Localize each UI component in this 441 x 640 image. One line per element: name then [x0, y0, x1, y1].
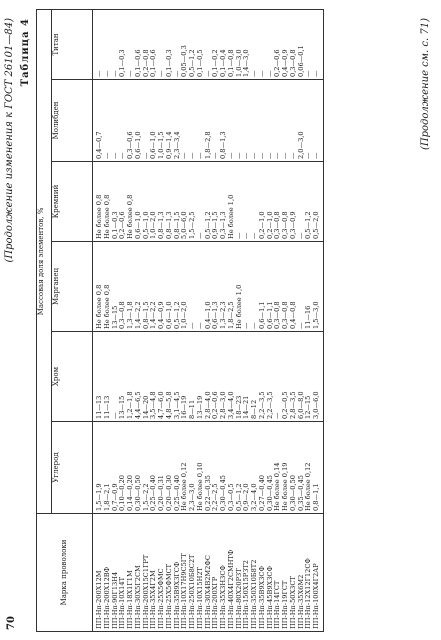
brand-cell: ПП-Нп-200Х15С1ГРТ [143, 514, 151, 632]
continuation-header: (Продолжение изменения к ГОСТ 26101—84) [4, 18, 15, 263]
molybdenum-cell: 1,8—2,8 [205, 80, 213, 162]
titanium-cell: 0,2—0,8 [143, 9, 151, 79]
titanium-cell: — [174, 9, 182, 79]
silicon-cell: 0,8—1,5 [174, 162, 182, 242]
manganese-cell: — [251, 242, 259, 332]
manganese-cell: Не более 1,0 [236, 242, 244, 332]
molybdenum-cell: — [313, 80, 323, 162]
manganese-cell: — [189, 242, 197, 332]
molybdenum-cell: 0,9—1,4 [166, 80, 174, 162]
molybdenum-cell: 1,0—1,5 [158, 80, 166, 162]
manganese-cell: 11—16 [305, 242, 313, 332]
manganese-cell: 1,8—2,5 [228, 242, 236, 332]
manganese-cell: — [298, 242, 306, 332]
chromium-cell: 18—23 [236, 332, 244, 422]
titanium-cell: — [313, 9, 323, 79]
chromium-cell: 2,8—3,5 [290, 332, 298, 422]
carbon-cell: 0,35—0,45 [298, 422, 306, 514]
brand-cell: ПП-Нп-35В9Х3ГСФ [174, 514, 182, 632]
titanium-cell: 0,5—1,2 [189, 9, 197, 79]
chromium-cell: 11—13 [104, 332, 112, 422]
brand-cell: ПП-Нп-200Х12М [93, 514, 104, 632]
chromium-cell: 13—19 [197, 332, 205, 422]
table-row [290, 9, 298, 631]
table-row [236, 9, 244, 631]
chromium-cell: 14—20 [143, 332, 151, 422]
titanium-cell: 0,1—0,3 [166, 9, 174, 79]
silicon-cell: — [243, 162, 251, 242]
molybdenum-cell: 0,4—0,7 [93, 80, 104, 162]
carbon-cell: 0,30—0,45 [267, 422, 275, 514]
brand-cell: ПП-Нп-50Х3СТ [290, 514, 298, 632]
silicon-cell: 0,2—1,0 [259, 162, 267, 242]
brand-cell: ПП-Нп-35Х3Н3СФ [220, 514, 228, 632]
chromium-cell: 6,0—8,0 [298, 332, 306, 422]
titanium-cell: — [93, 9, 104, 79]
carbon-cell: 2,3—3,0 [189, 422, 197, 514]
silicon-cell: Не более 0,8 [93, 162, 104, 242]
carbon-cell: 0,25—0,40 [150, 422, 158, 514]
titanium-cell: — [104, 9, 112, 79]
chromium-cell: 0,2—0,6 [212, 332, 220, 422]
molybdenum-cell: — [112, 80, 120, 162]
silicon-cell: 0,6—1,0 [135, 162, 143, 242]
brand-cell: ПП-Нп-14ГСТ [274, 514, 282, 632]
molybdenum-cell: 0,8—1,3 [220, 80, 228, 162]
titanium-cell: 0,1—0,4 [220, 9, 228, 79]
brand-cell: ПП-Нп-30Х4В2М2ФС [205, 514, 213, 632]
chromium-cell: 3,0—6,0 [313, 332, 323, 422]
carbon-cell: 0,10—0,20 [119, 422, 127, 514]
manganese-cell: — [243, 242, 251, 332]
carbon-cell: 1,8—2,1 [104, 422, 112, 514]
silicon-cell: — [236, 162, 244, 242]
manganese-cell: 0,6—1,1 [267, 242, 275, 332]
brand-cell: ПП-Нп-25Х5ФМС [158, 514, 166, 632]
titanium-cell: 0,06—0,1 [298, 9, 306, 79]
titanium-cell: 0,1—0,3 [119, 9, 127, 79]
table-row [181, 9, 189, 631]
table-row [313, 9, 323, 631]
brand-cell: ПП-Нп-35В9Х3СФ [259, 514, 267, 632]
manganese-cell: 0,4—1,0 [205, 242, 213, 332]
brand-cell: ПП-Нп-90Г13Н4 [112, 514, 120, 632]
molybdenum-cell: — [282, 80, 290, 162]
silicon-cell: 0,8—1,3 [158, 162, 166, 242]
molybdenum-cell: 0,6—1,0 [150, 80, 158, 162]
carbon-cell: Не более 0,19 [282, 422, 290, 514]
molybdenum-cell: — [305, 80, 313, 162]
silicon-cell: Не более 0,8 [104, 162, 112, 242]
carbon-cell: 3,2—4,0 [251, 422, 259, 514]
carbon-cell: Не более 0,10 [197, 422, 205, 514]
manganese-cell: 0,4—0,9 [158, 242, 166, 332]
silicon-cell: 0,3—1,3 [220, 162, 228, 242]
chromium-cell: — [112, 332, 120, 422]
silicon-cell: 0,8—1,3 [166, 162, 174, 242]
molybdenum-column-header: Молибден [52, 80, 93, 162]
manganese-cell: Не более 0,8 [93, 242, 104, 332]
titanium-cell: 0,1—0,6 [135, 9, 143, 79]
chromium-cell: 11—13 [93, 332, 104, 422]
manganese-cell: 0,6—1,1 [259, 242, 267, 332]
brand-cell: ПП-Нп-250Х10Б8С2Т [189, 514, 197, 632]
manganese-cell: 13—15 [112, 242, 120, 332]
titanium-cell: — [112, 9, 120, 79]
silicon-cell: 0,5—1,2 [305, 162, 313, 242]
molybdenum-cell: 2,0—3,0 [298, 80, 306, 162]
silicon-cell: 0,2—1,0 [267, 162, 275, 242]
table-row [243, 9, 251, 631]
chromium-cell: 3,1—4,5 [174, 332, 182, 422]
molybdenum-cell: — [104, 80, 112, 162]
page-number: 70 [6, 616, 17, 630]
molybdenum-cell: — [243, 80, 251, 162]
manganese-cell: 1,5—3,0 [313, 242, 323, 332]
chromium-cell: 2,2—3,5 [259, 332, 267, 422]
titanium-cell: — [158, 9, 166, 79]
silicon-cell: 0,3—0,8 [282, 162, 290, 242]
silicon-cell: — [251, 162, 259, 242]
brand-cell: ПП-Нп-12Х12Г12СФ [305, 514, 313, 632]
silicon-cell: 0,5—1,2 [205, 162, 213, 242]
brand-cell: ПП-Нп-18Х1Г1М [127, 514, 135, 632]
molybdenum-cell: — [290, 80, 298, 162]
chromium-cell: 2,2—3,5 [267, 332, 275, 422]
carbon-cell: Не более 0,12 [305, 422, 313, 514]
chromium-cell: 4,8—5,8 [166, 332, 174, 422]
carbon-cell: 0,3—0,5 [228, 422, 236, 514]
brand-cell: ПП-Нп-35Х6М2 [298, 514, 306, 632]
silicon-cell: Не более 1,0 [228, 162, 236, 242]
manganese-cell: — [197, 242, 205, 332]
manganese-cell: 0,6—1,3 [212, 242, 220, 332]
carbon-cell: 0,20—0,30 [166, 422, 174, 514]
brand-cell: ПП-Нп-45В9Х3СФ [267, 514, 275, 632]
carbon-cell: Не более 0,12 [181, 422, 189, 514]
titanium-cell: 0,2—0,6 [274, 9, 282, 79]
brand-cell: ПП-Нп-19ГСТ [282, 514, 290, 632]
silicon-cell: — [197, 162, 205, 242]
molybdenum-cell: — [236, 80, 244, 162]
titanium-cell: 0,1—0,2 [212, 9, 220, 79]
brand-column-header: Марка проволоки [37, 514, 93, 632]
chromium-cell: 0,2—0,5 [282, 332, 290, 422]
silicon-cell: 0,9—1,5 [212, 162, 220, 242]
carbon-cell: 0,27—0,40 [259, 422, 267, 514]
titanium-cell: — [259, 9, 267, 79]
continuation-footer: (Продолжение см. с. 71) [420, 18, 431, 151]
brand-cell: ПП-Нп-100Х4Г2АР [313, 514, 323, 632]
brand-cell: ПП-Нп-35Х4Г2М [150, 514, 158, 632]
carbon-cell: 0,20—0,31 [158, 422, 166, 514]
molybdenum-cell: — [143, 80, 151, 162]
brand-cell: ПП-Нп-200ХГР [212, 514, 220, 632]
silicon-cell: 1,5—2,5 [189, 162, 197, 242]
silicon-cell: 5,0—6,0 [181, 162, 189, 242]
brand-cell: ПП-Нп-25Х5ФМСТ [166, 514, 174, 632]
chromium-cell: 14—21 [243, 332, 251, 422]
molybdenum-cell: 2,3—3,4 [174, 80, 182, 162]
manganese-cell: 0,3—0,8 [282, 242, 290, 332]
chromium-cell: 2,8—4,0 [205, 332, 213, 422]
chromium-cell: 4,4—6,5 [135, 332, 143, 422]
chromium-cell: 8—11 [189, 332, 197, 422]
brand-cell: ПП-Нп-200Х12ВФ [104, 514, 112, 632]
brand-cell: ПП-Нп-350Х10Б8Т2 [251, 514, 259, 632]
chromium-cell: 3,4—4,0 [228, 332, 236, 422]
chromium-cell: 2,8—3,0 [220, 332, 228, 422]
carbon-cell: 1,5—2,2 [143, 422, 151, 514]
chromium-cell: 16—19 [181, 332, 189, 422]
titanium-cell: — [251, 9, 259, 79]
silicon-cell: Не более 0,8 [127, 162, 135, 242]
silicon-cell: 0,3—0,8 [274, 162, 282, 242]
chromium-cell: — [274, 332, 282, 422]
silicon-cell: 0,5—1,0 [143, 162, 151, 242]
molybdenum-cell: — [119, 80, 127, 162]
chromium-cell: 3,5—4,8 [150, 332, 158, 422]
silicon-cell: 1,0—2,0 [150, 162, 158, 242]
brand-cell: ПП-Нп-150Х15Р3Т2 [243, 514, 251, 632]
molybdenum-cell: 0,6—1,0 [135, 80, 143, 162]
molybdenum-cell: — [228, 80, 236, 162]
titanium-cell: 0,1—0,8 [228, 9, 236, 79]
manganese-cell: 1,3—2,3 [220, 242, 228, 332]
table-label: Таблица 4 [20, 18, 31, 87]
silicon-cell: 0,2—0,6 [119, 162, 127, 242]
chromium-cell: 13—15 [119, 332, 127, 422]
carbon-cell: 0,9—2,0 [243, 422, 251, 514]
chromium-cell: 12—15 [305, 332, 313, 422]
carbon-cell: 0,30—0,50 [135, 422, 143, 514]
carbon-cell: 0,5—1,2 [236, 422, 244, 514]
manganese-cell: 0,5—1,2 [174, 242, 182, 332]
carbon-cell: 0,30—0,45 [220, 422, 228, 514]
manganese-cell: 0,6—1,0 [166, 242, 174, 332]
titanium-cell: — [305, 9, 313, 79]
molybdenum-cell: — [181, 80, 189, 162]
carbon-cell: 0,22—0,35 [205, 422, 213, 514]
titanium-cell: — [127, 9, 135, 79]
titanium-cell: 0,4—0,9 [282, 9, 290, 79]
molybdenum-cell: — [197, 80, 205, 162]
brand-cell: ПП-Нп-30Х5Г2СМ [135, 514, 143, 632]
composition-table [36, 9, 324, 632]
brand-cell: ПП-Нп-80Х20Р3Т [236, 514, 244, 632]
molybdenum-cell: — [212, 80, 220, 162]
titanium-cell: 0,1—0,5 [197, 9, 205, 79]
manganese-cell: 1,4—2,2 [150, 242, 158, 332]
silicon-cell: 0,1—0,3 [112, 162, 120, 242]
manganese-cell: 1,3—1,8 [127, 242, 135, 332]
manganese-cell: 0,3—0,8 [274, 242, 282, 332]
manganese-cell: 1,0—2,0 [181, 242, 189, 332]
titanium-cell: 0,3—0,8 [290, 9, 298, 79]
brand-cell: ПП-Нп-40Х4Г2СМНТФ [228, 514, 236, 632]
titanium-cell: 0,05—0,3 [181, 9, 189, 79]
molybdenum-cell: — [251, 80, 259, 162]
brand-cell: ПП-Нп-10Х14Т [119, 514, 127, 632]
carbon-cell: Не более 0,14 [274, 422, 282, 514]
carbon-cell: 2,2—2,5 [212, 422, 220, 514]
titanium-cell: 1,0—3,0 [236, 9, 244, 79]
brand-cell: ПП-Нп-10Х15Н2Т [197, 514, 205, 632]
chromium-cell: 8—12 [251, 332, 259, 422]
molybdenum-cell: 0,3—0,6 [127, 80, 135, 162]
chromium-cell: 4,7—6,0 [158, 332, 166, 422]
molybdenum-cell: — [259, 80, 267, 162]
carbon-cell: 0,25—0,40 [174, 422, 182, 514]
titanium-cell: — [267, 9, 275, 79]
molybdenum-cell: — [267, 80, 275, 162]
carbon-cell: 0,8—1,1 [313, 422, 323, 514]
carbon-cell: 0,30—0,50 [290, 422, 298, 514]
titanium-cell: 0,1—0,6 [150, 9, 158, 79]
table-body [93, 9, 324, 631]
silicon-cell: 0,3—0,9 [290, 162, 298, 242]
molybdenum-cell: — [274, 80, 282, 162]
table-row [189, 9, 197, 631]
carbon-cell: 1,5—1,9 [93, 422, 104, 514]
brand-cell: ПП-Нп-10Х17Н9С5ГТ [181, 514, 189, 632]
manganese-cell: Не более 0,8 [104, 242, 112, 332]
titanium-cell: — [205, 9, 213, 79]
manganese-cell: 1,4—2,2 [135, 242, 143, 332]
silicon-cell: 0,5—2,0 [313, 162, 323, 242]
carbon-cell: 0,7—0,9 [112, 422, 120, 514]
manganese-cell: 0,3—0,8 [119, 242, 127, 332]
manganese-cell: 0,8—1,5 [143, 242, 151, 332]
manganese-cell: 0,4—0,8 [290, 242, 298, 332]
mass-fraction-header: Массовая доля элементов, % [37, 9, 52, 513]
molybdenum-cell: — [189, 80, 197, 162]
manganese-column-header: Марганец [52, 242, 93, 332]
chromium-column-header: Хром [52, 332, 93, 422]
titanium-cell: 1,4—3,0 [243, 9, 251, 79]
chromium-cell: 1,2—1,8 [127, 332, 135, 422]
silicon-cell: — [298, 162, 306, 242]
titanium-column-header: Титан [52, 9, 93, 79]
carbon-column-header: Углерод [52, 422, 93, 514]
silicon-column-header: Кремний [52, 162, 93, 242]
carbon-cell: 0,14—0,20 [127, 422, 135, 514]
